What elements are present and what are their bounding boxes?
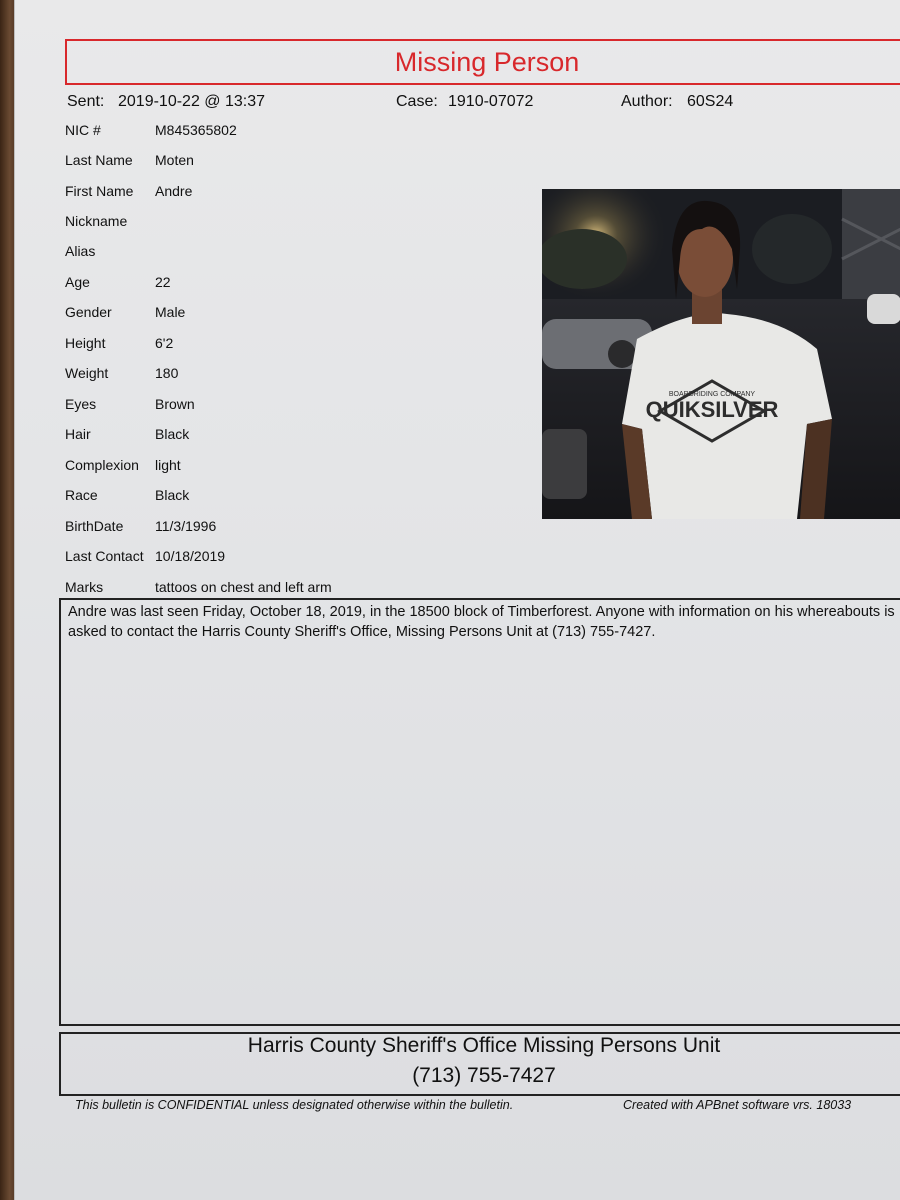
contact-box [59, 1032, 900, 1096]
field-value-birthdate: 11/3/1996 [155, 518, 217, 534]
field-label-last-name: Last Name [65, 152, 133, 168]
author-value: 60S24 [687, 93, 734, 110]
field-value-eyes: Brown [155, 396, 195, 412]
field-value-gender: Male [155, 304, 186, 320]
field-value-height: 6'2 [155, 335, 174, 351]
field-label-hair: Hair [65, 426, 91, 442]
field-value-age: 22 [155, 274, 171, 290]
narrative-text: Andre was last seen Friday, October 18, 2019, in the 18500 block of Timberforest. Anyone with information on his whereabouts is asked to contact the Harris County Sheriff's Office, Missing Persons Unit at (713) 755-7427. [68, 604, 895, 640]
author-label: Author: [621, 93, 673, 110]
software-credit: Created with APBnet software vrs. 18033 [623, 1098, 852, 1112]
field-label-birthdate: BirthDate [65, 518, 124, 534]
field-value-marks: tattoos on chest and left arm [155, 579, 332, 595]
case-label: Case: [396, 93, 438, 110]
field-label-gender: Gender [65, 304, 112, 320]
title-box [65, 39, 900, 85]
page-title: Missing Person [394, 47, 580, 77]
field-label-last-contact: Last Contact [65, 548, 144, 564]
sent-label: Sent: [67, 93, 105, 110]
field-value-weight: 180 [155, 365, 179, 381]
field-label-height: Height [65, 335, 106, 351]
field-label-weight: Weight [65, 365, 109, 381]
case-value: 1910-07072 [448, 93, 534, 110]
field-value-last-contact: 10/18/2019 [155, 548, 226, 564]
field-value-race: Black [155, 487, 190, 503]
photo-illustration [542, 189, 900, 519]
field-label-nickname: Nickname [65, 213, 128, 229]
field-label-race: Race [65, 487, 98, 503]
contact-phone: (713) 755-7427 [412, 1064, 556, 1087]
sent-value: 2019-10-22 @ 13:37 [118, 93, 266, 110]
field-label-complexion: Complexion [65, 457, 139, 473]
shirt-logo-text: QUIKSILVER [645, 397, 779, 422]
shirt-logo-subtext: BOARDRIDING COMPANY [668, 391, 756, 398]
field-label-age: Age [65, 274, 90, 290]
field-label-nic: NIC # [65, 122, 101, 138]
field-value-nic: M845365802 [155, 122, 237, 138]
field-label-marks: Marks [65, 579, 104, 595]
confidential-notice: This bulletin is CONFIDENTIAL unless designated otherwise within the bulletin. [75, 1098, 514, 1112]
field-label-first-name: First Name [65, 183, 134, 199]
field-value-first-name: Andre [155, 183, 193, 199]
bulletin-page [14, 0, 900, 1200]
field-value-last-name: Moten [155, 152, 194, 168]
field-label-alias: Alias [65, 243, 96, 259]
field-value-hair: Black [155, 426, 190, 442]
field-value-complexion: light [155, 457, 181, 473]
subject-photo [542, 189, 900, 519]
narrative-box [59, 598, 900, 1026]
contact-org: Harris County Sheriff's Office Missing Persons Unit [247, 1034, 721, 1057]
field-label-eyes: Eyes [65, 396, 97, 412]
